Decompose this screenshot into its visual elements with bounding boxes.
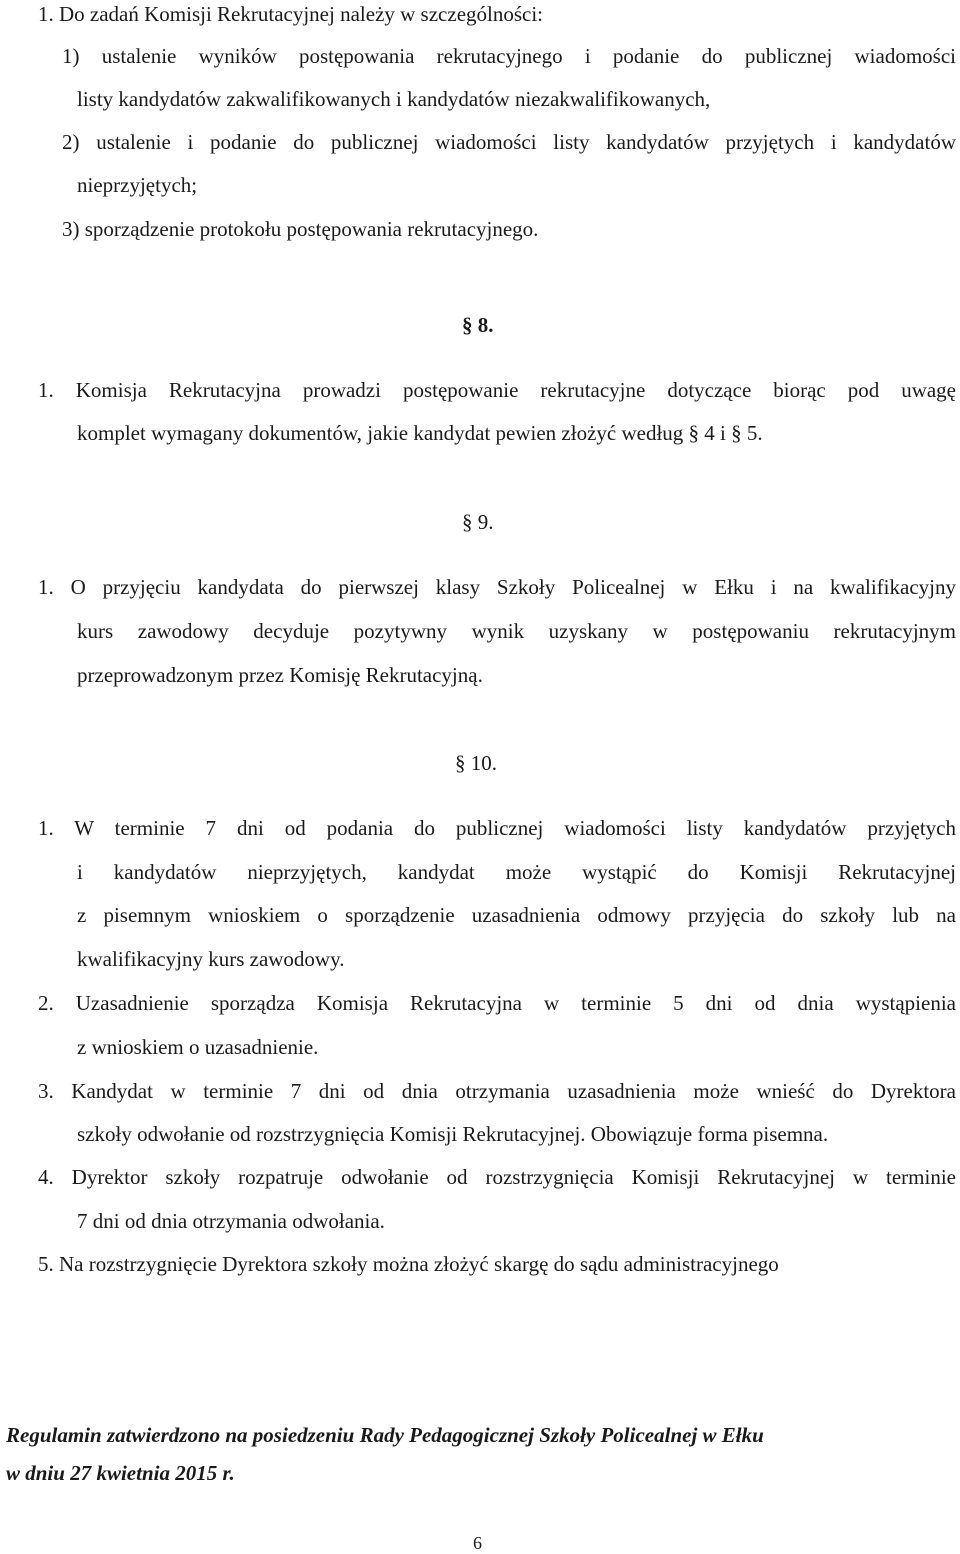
approval-note-line-1: Regulamin zatwierdzono na posiedzeniu Rady Pedagogicznej Szkoły Policealnej w Ełku (6, 1423, 764, 1447)
section-8-heading: § 8. (462, 313, 494, 337)
section-10-point-1-line-3: z pisemnym wnioskiem o sporządzenie uzasadnienia odmowy przyjęcia do szkoły lub na (77, 903, 956, 927)
section-10-point-1-line-4: kwalifikacyjny kurs zawodowy. (77, 947, 345, 971)
intro-line-1: 1. Do zadań Komisji Rekrutacyjnej należy w szczególności: (38, 2, 544, 26)
section-10-point-2-line-1: 2. Uzasadnienie sporządza Komisja Rekrutacyjna w terminie 5 dni od dnia wystąpienia (38, 991, 956, 1015)
intro-line-5: nieprzyjętych; (77, 173, 198, 197)
section-9-point-1-line-3: przeprowadzonym przez Komisję Rekrutacyjną. (77, 663, 483, 687)
section-10-point-1-line-1: 1. W terminie 7 dni od podania do publicznej wiadomości listy kandydatów przyjętych (38, 816, 956, 840)
page-number: 6 (473, 1533, 482, 1553)
section-10-heading: § 10. (455, 751, 497, 775)
section-10-point-3-line-2: szkoły odwołanie od rozstrzygnięcia Komisji Rekrutacyjnej. Obowiązuje forma pisemna. (77, 1122, 829, 1146)
section-9-point-1-line-1: 1. O przyjęciu kandydata do pierwszej klasy Szkoły Policealnej w Ełku i na kwalifikacyjny (38, 575, 956, 599)
section-10-point-3-line-1: 3. Kandydat w terminie 7 dni od dnia otrzymania uzasadnienia może wnieść do Dyrektora (38, 1079, 956, 1103)
intro-line-3: listy kandydatów zakwalifikowanych i kandydatów niezakwalifikowanych, (77, 87, 711, 111)
section-8-point-1-line-2: komplet wymagany dokumentów, jakie kandydat pewien złożyć według § 4 i § 5. (77, 421, 763, 445)
section-10-point-1-line-2: i kandydatów nieprzyjętych, kandydat może wystąpić do Komisji Rekrutacyjnej (77, 860, 956, 884)
section-10-point-2-line-2: z wnioskiem o uzasadnienie. (77, 1035, 319, 1059)
approval-note-line-2: w dniu 27 kwietnia 2015 r. (6, 1461, 235, 1485)
section-10-point-4-line-1: 4. Dyrektor szkoły rozpatruje odwołanie od rozstrzygnięcia Komisji Rekrutacyjnej w terminie (38, 1165, 956, 1189)
section-9-heading: § 9. (462, 510, 494, 534)
intro-line-2: 1) ustalenie wyników postępowania rekrutacyjnego i podanie do publicznej wiadomości (62, 44, 956, 68)
intro-line-4: 2) ustalenie i podanie do publicznej wiadomości listy kandydatów przyjętych i kandydatów (62, 130, 956, 154)
section-9-point-1-line-2: kurs zawodowy decyduje pozytywny wynik uzyskany w postępowaniu rekrutacyjnym (77, 619, 956, 643)
section-10-point-4-line-2: 7 dni od dnia otrzymania odwołania. (77, 1209, 385, 1233)
section-10-point-5-line-1: 5. Na rozstrzygnięcie Dyrektora szkoły można złożyć skargę do sądu administracyjnego (38, 1252, 779, 1276)
section-8-point-1-line-1: 1. Komisja Rekrutacyjna prowadzi postępowanie rekrutacyjne dotyczące biorąc pod uwagę (38, 378, 956, 402)
intro-line-6: 3) sporządzenie protokołu postępowania rekrutacyjnego. (62, 217, 539, 241)
